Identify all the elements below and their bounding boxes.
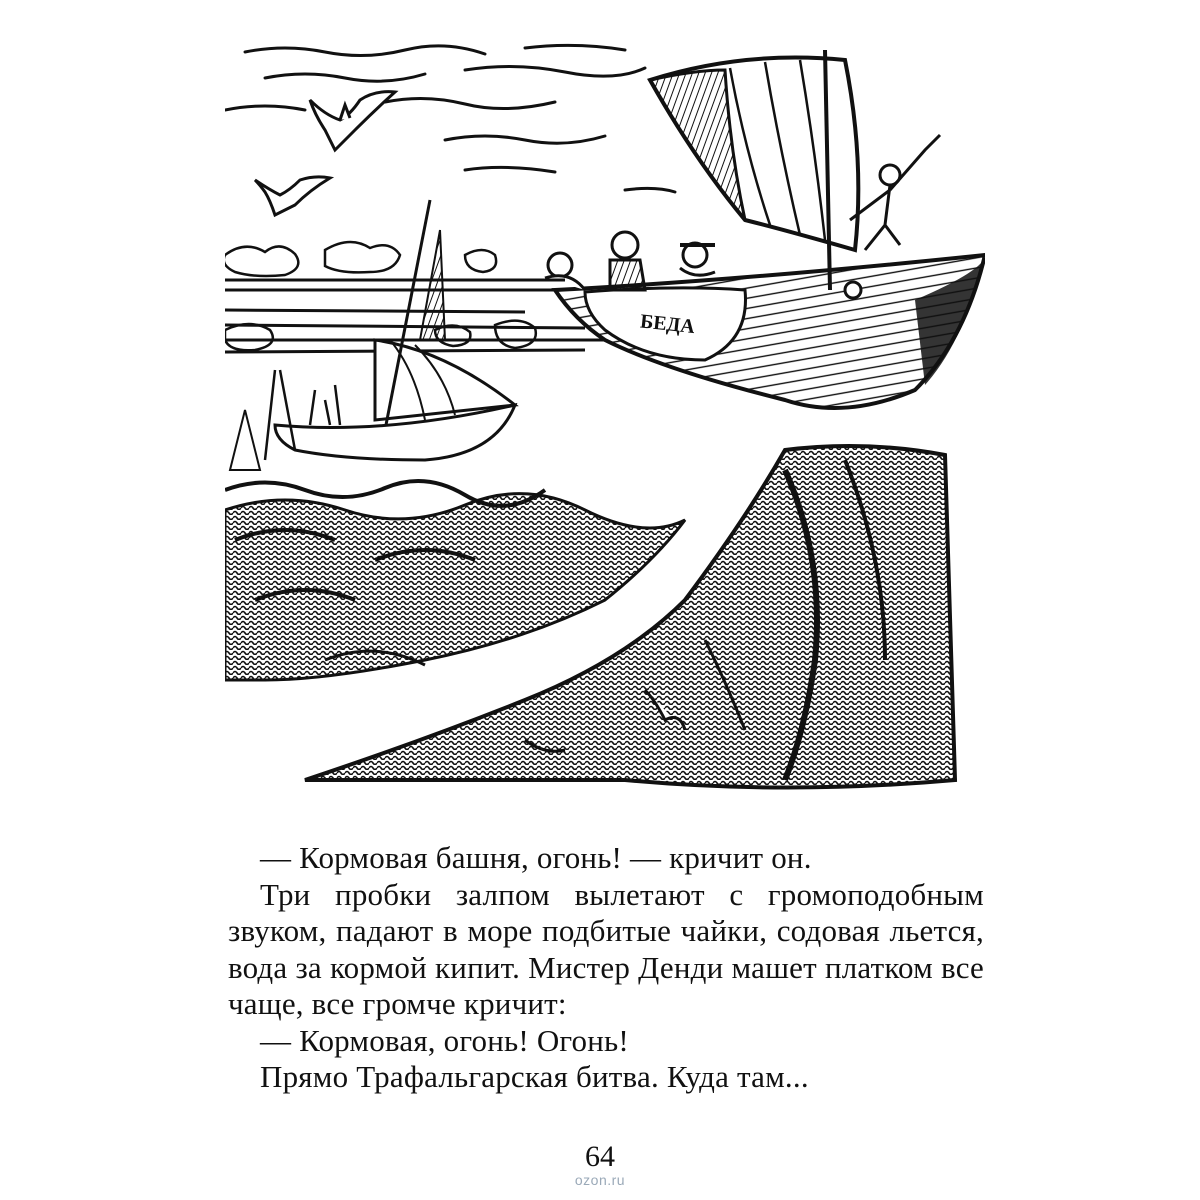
paragraph: Прямо Трафальгарская битва. Куда там... (260, 1059, 809, 1094)
sailor-figure (850, 135, 940, 250)
paragraph: — Кормовая, огонь! Огонь! (260, 1022, 629, 1058)
seagull-icon (255, 177, 330, 215)
page-number: 64 (585, 1140, 615, 1173)
seagull-icon (310, 92, 395, 150)
watermark: ozon.ru (574, 1172, 626, 1188)
sailing-battle-drawing (225, 40, 985, 800)
paragraph: — Кормовая башня, огонь! — кричит он. (260, 840, 812, 875)
sea-waves (225, 446, 955, 788)
body-text (228, 840, 984, 1096)
shot-lines (225, 280, 605, 352)
boat-name: БЕДА (639, 310, 696, 339)
cannon-smoke (225, 242, 536, 350)
main-sail (650, 50, 858, 290)
sky-lines (225, 45, 675, 192)
illustration (225, 40, 985, 800)
paragraph: Три пробки залпом вылетают с громоподобным звуком, падают в море подбитые чайки, содовая льется, вода за кормой кипит. Мистер Денди машет платком все чаще, все громче кричит: (228, 876, 984, 1021)
